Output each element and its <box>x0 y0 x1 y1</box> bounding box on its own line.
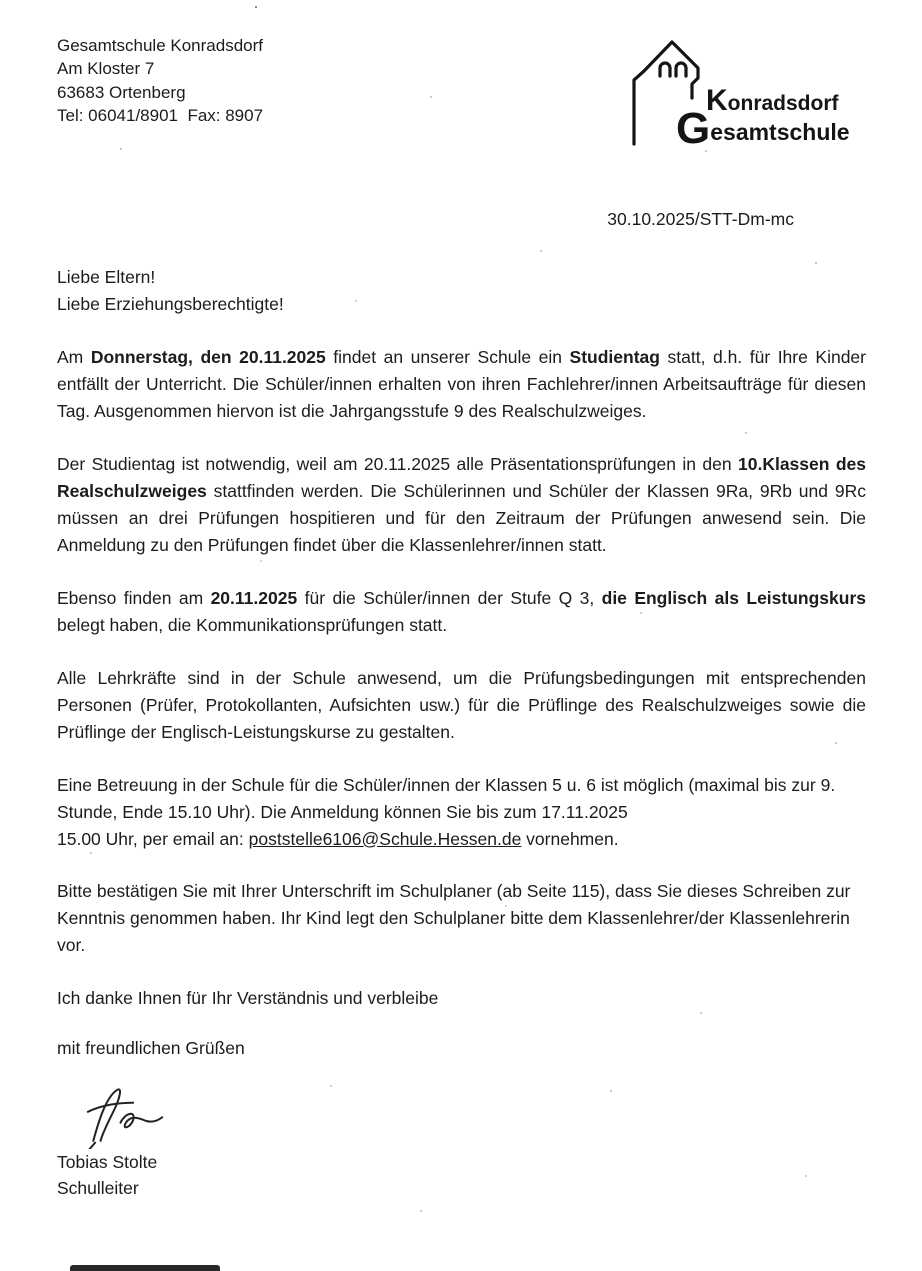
text-segment-bold: die Englisch als Leistungskurs <box>601 587 866 608</box>
logo-text-gesamtschule: Gesamtschule <box>676 104 850 153</box>
text-segment: Am <box>57 347 91 368</box>
text-segment-bold: Donnerstag, den 20.11.2025 <box>90 347 326 368</box>
scan-edge-mark <box>70 1265 220 1271</box>
text-segment: Ich danke Ihnen für Ihr Verständnis und verbleibe <box>57 988 439 1009</box>
text-segment: stattfinden werden. Die Schülerinnen und Schüler der Klassen 9Ra, 9Rb und 9Rc müssen an drei Prüfungen hospitieren und für den Zeitraum der Prüfungen anwesend sein. Die Anmeldung zu den Prüfungen findet über die Klassenlehrer/innen statt. <box>57 481 866 555</box>
sender-contact: Tel: 06041/8901 Fax: 8907 <box>57 105 264 125</box>
signer-name: Tobias Stolte <box>57 1152 158 1173</box>
signature-scribble-icon <box>75 1081 195 1149</box>
text-segment-bold: 20.11.2025 <box>210 587 298 608</box>
closing-greeting: mit freundlichen Grüßen <box>57 1038 245 1059</box>
text-segment: belegt haben, die Kommunikationsprüfungen statt. <box>57 614 448 635</box>
text-segment: für die Schüler/innen der Stufe Q 3, <box>297 587 602 608</box>
paragraph-englisch-lk <box>57 585 866 639</box>
text-segment: Ebenso finden am <box>57 587 211 608</box>
signer-title: Schulleiter <box>57 1178 139 1199</box>
text-segment: Eine Betreuung in der Schule für die Schüler/innen der Klassen 5 u. 6 ist möglich (maximal bis zur 9. Stunde, Ende 15.10 Uhr). Die Anmeldung können Sie bis zum 17.11.2025 <box>57 774 836 822</box>
paragraph-schulplaner <box>57 878 866 959</box>
text-segment: vornehmen. <box>521 828 619 849</box>
text-segment: findet an unserer Schule ein <box>325 347 570 368</box>
logo-text-konradsdorf: Konradsdorf <box>706 84 839 117</box>
paragraph-studientag <box>57 344 866 425</box>
school-logo <box>614 26 872 154</box>
sender-name: Gesamtschule Konradsdorf <box>57 36 263 55</box>
date-reference: 30.10.2025/STT-Dm-mc <box>607 209 794 230</box>
paragraph-lehrkraefte <box>57 665 866 746</box>
paragraph-dank <box>57 985 866 1012</box>
text-segment: Bitte bestätigen Sie mit Ihrer Unterschrift im Schulplaner (ab Seite 115), dass Sie dieses Schreiben zur Kenntnis genommen haben. Ihr Kind legt den Schulplaner bitte dem Klassenlehrer/der Klassenlehrerin vor. <box>57 881 851 956</box>
paragraph-pruefungen <box>57 451 866 559</box>
signature <box>75 1081 866 1149</box>
text-segment-bold: 10.Klassen des Realschulzweiges <box>57 454 866 502</box>
text-segment: Der Studientag ist notwendig, weil am 20.11.2025 alle Präsentationsprüfungen in den <box>57 454 738 475</box>
sender-street: Am Kloster 7 <box>57 59 155 79</box>
text-segment-bold: Studientag <box>569 347 660 368</box>
salutation-line-1: Liebe Eltern! <box>57 267 156 288</box>
paragraph-betreuung <box>57 772 866 853</box>
logo-building-icon <box>614 26 872 154</box>
salutation <box>57 264 866 318</box>
salutation-line-2: Liebe Erziehungsberechtigte! <box>57 294 284 315</box>
sender-city: 63683 Ortenberg <box>57 82 186 102</box>
text-segment: Alle Lehrkräfte sind in der Schule anwesend, um die Prüfungsbedingungen mit entsprechenden Personen (Prüfer, Protokollanten, Aufsichten usw.) für die Prüflinge des Realschulzweiges sowie die Prüflinge der Englisch-Leistungskurse zu gestalten. <box>57 667 866 742</box>
scan-noise <box>0 0 2 2</box>
text-segment: 15.00 Uhr, per email an: <box>57 828 249 849</box>
text-segment: statt, d.h. für Ihre Kinder entfällt der Unterricht. Die Schüler/innen erhalten von ihren Fachlehrer/innen Arbeitsaufträge für diesen Tag. Ausgenommen hiervon ist die Jahrgangsstufe 9 des Realschulzweiges. <box>57 347 866 422</box>
email-link[interactable]: poststelle6106@Schule.Hessen.de <box>248 828 522 849</box>
